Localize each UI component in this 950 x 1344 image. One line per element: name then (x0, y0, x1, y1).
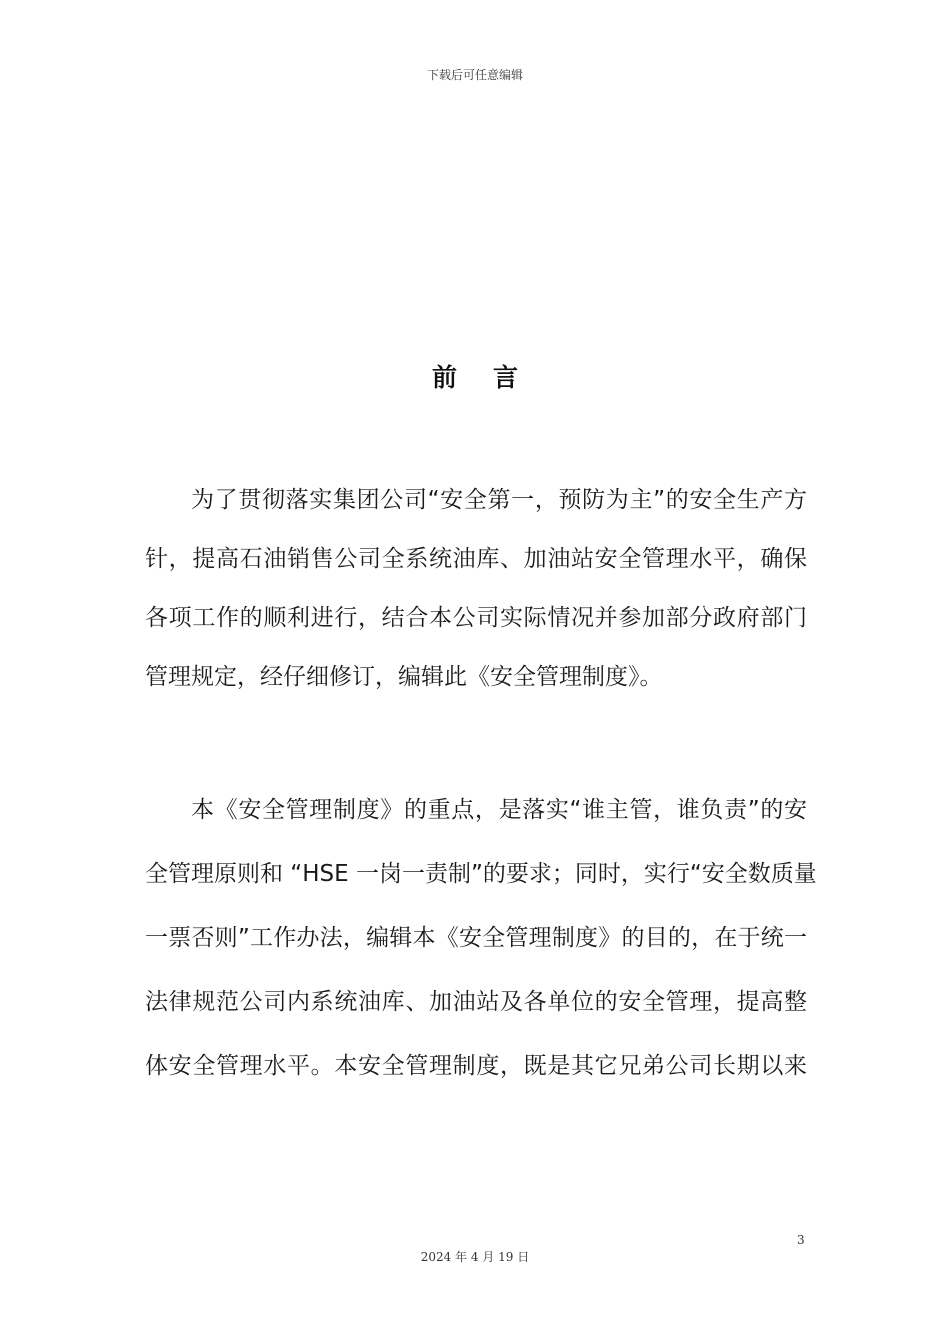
paragraph-line: 全管理原则和 “HSE 一岗一责制”的要求；同时，实行“安全数质量 (145, 861, 817, 887)
paragraph-line: 一票否则”工作办法，编辑本《安全管理制度》的目的，在于统一 (145, 925, 807, 951)
paragraph-line: 本《安全管理制度》的重点，是落实“谁主管，谁负责”的安 (191, 797, 807, 823)
paragraph-line: 法律规范公司内系统油库、加油站及各单位的安全管理，提高整 (145, 989, 807, 1015)
page-number: 3 (797, 1233, 805, 1247)
paragraph-line: 针，提高石油销售公司全系统油库、加油站安全管理水平，确保 (145, 546, 807, 572)
page-footer-date: 2024 年 4 月 19 日 (420, 1250, 530, 1264)
paragraph-2 (145, 790, 817, 1110)
page-header: 下载后可任意编辑 (426, 68, 523, 82)
paragraph-line: 体安全管理水平。本安全管理制度，既是其它兄弟公司长期以来 (145, 1053, 807, 1079)
document-title: 前言 (431, 363, 554, 392)
paragraph-line: 管理规定，经仔细修订，编辑此《安全管理制度》。 (145, 664, 663, 690)
paragraph-line: 为了贯彻落实集团公司“安全第一，预防为主”的安全生产方 (191, 487, 807, 513)
paragraph-line: 各项工作的顺利进行，结合本公司实际情况并参加部分政府部门 (145, 605, 807, 631)
paragraph-1 (145, 480, 807, 701)
